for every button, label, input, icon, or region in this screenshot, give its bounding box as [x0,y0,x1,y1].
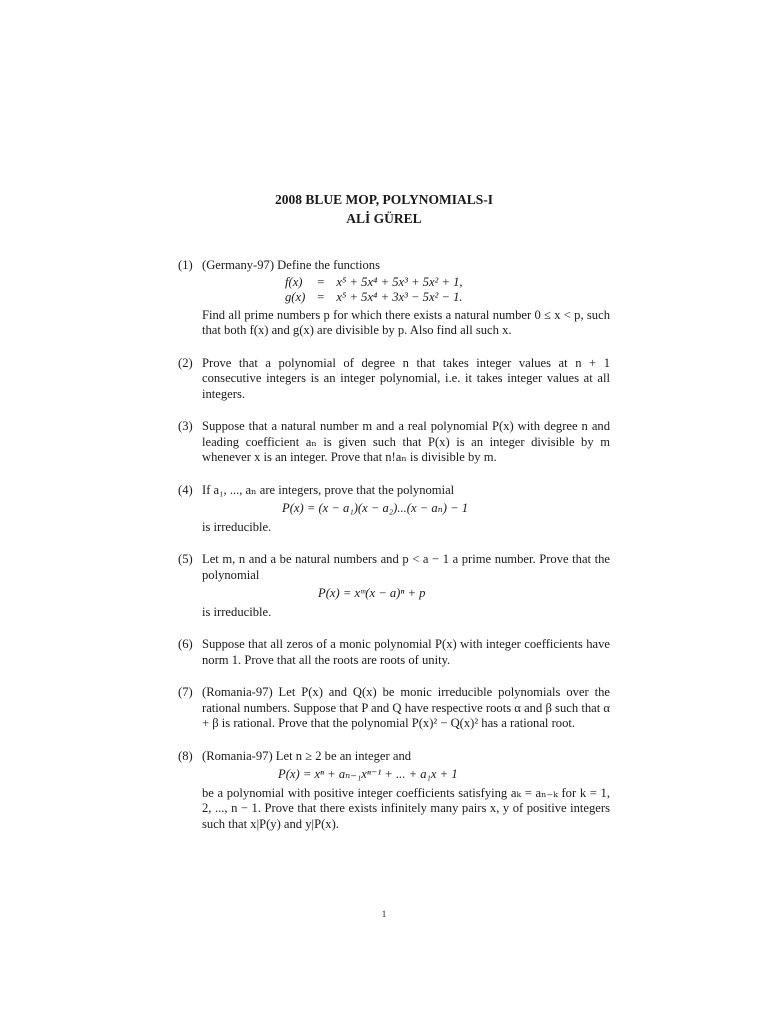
equation-row-g [285,290,463,306]
problem-text: If a₁, ..., aₙ are integers, prove that the polynomial [202,482,455,497]
problem-number: (5) [178,552,193,566]
problem-number: (3) [178,419,193,433]
equation-relation: = [317,274,325,289]
problem-5 [178,552,610,620]
display-equation: P(x) = xᵐ(x − a)ⁿ + p [318,586,426,600]
problem-8 [178,749,610,833]
problem-text: is irreducible. [202,519,272,534]
equation-row-f [285,275,463,291]
problem-text: Suppose that a natural number m and a real polynomial P(x) with degree n and leading coefficient aₙ is given such that P(x) is an integer divisible by m whenever x is an integer. Prove that n!aₙ is divisible by m. [202,419,610,464]
problem-4 [178,483,610,536]
problem-text: (Romania-97) Let P(x) and Q(x) be monic irreducible polynomials over the rational numbers. Suppose that P and Q have respective roots α and β such that α + β is rational. Prove that the polynomial P(x)² − Q(x)² has a rational root. [202,685,610,730]
problem-number: (2) [178,355,193,370]
title-line-1: 2008 BLUE MOP, POLYNOMIALS-I [274,192,494,207]
problem-text: (Romania-97) Let n ≥ 2 be an integer and [202,748,412,763]
problem-number: (6) [178,637,193,651]
problem-list [178,258,610,832]
equation-lhs: f(x) [285,274,303,289]
problem-number: (7) [178,685,193,699]
problem-7 [178,685,610,732]
problem-text: Suppose that all zeros of a monic polynomial P(x) with integer coefficients have norm 1. Prove that all the roots are roots of unity. [202,637,610,667]
problem-intro: (Germany-97) Define the functions [202,258,380,272]
problem-number: (1) [178,258,193,272]
problem-2 [178,356,610,403]
equation-rhs: x⁵ + 5x⁴ + 5x³ + 5x² + 1, [336,274,463,289]
problem-text: Find all prime numbers p for which there exists a natural number 0 ≤ x < p, such that both f(x) and g(x) are divisible by p. Also find all such x. [202,307,610,337]
problem-text: be a polynomial with positive integer coefficients satisfying aₖ = aₙ₋ₖ for k = 1, 2, ..., n − 1. Prove that there exists infinitely many pairs x, y of positive integers such that x|P(y) and y|P(x). [202,785,610,831]
problem-1 [178,258,610,339]
display-equation: P(x) = xⁿ + aₙ₋₁xⁿ⁻¹ + ... + a₁x + 1 [278,767,458,781]
problem-6 [178,637,610,668]
problem-number: (4) [178,482,193,497]
equation-rhs: x⁵ + 5x⁴ + 3x³ − 5x² − 1. [336,290,463,304]
problem-text: Prove that a polynomial of degree n that takes integer values at n + 1 consecutive integers is an integer polynomial, i.e. it takes integer values at all integers. [202,355,610,401]
equation-relation: = [317,290,325,304]
problem-number: (8) [178,748,193,763]
equation-system [285,275,463,306]
problem-text: is irreducible. [202,604,272,619]
equation-lhs: g(x) [285,290,306,304]
problem-text: Let m, n and a be natural numbers and p < a − 1 a prime number. Prove that the polynomial [202,552,610,582]
document-title [0,190,768,228]
problem-3 [178,419,610,466]
author-line: ALİ GÜREL [346,211,422,226]
page-number: 1 [381,909,387,919]
display-equation: P(x) = (x − a₁)(x − a₂)...(x − aₙ) − 1 [282,501,469,515]
